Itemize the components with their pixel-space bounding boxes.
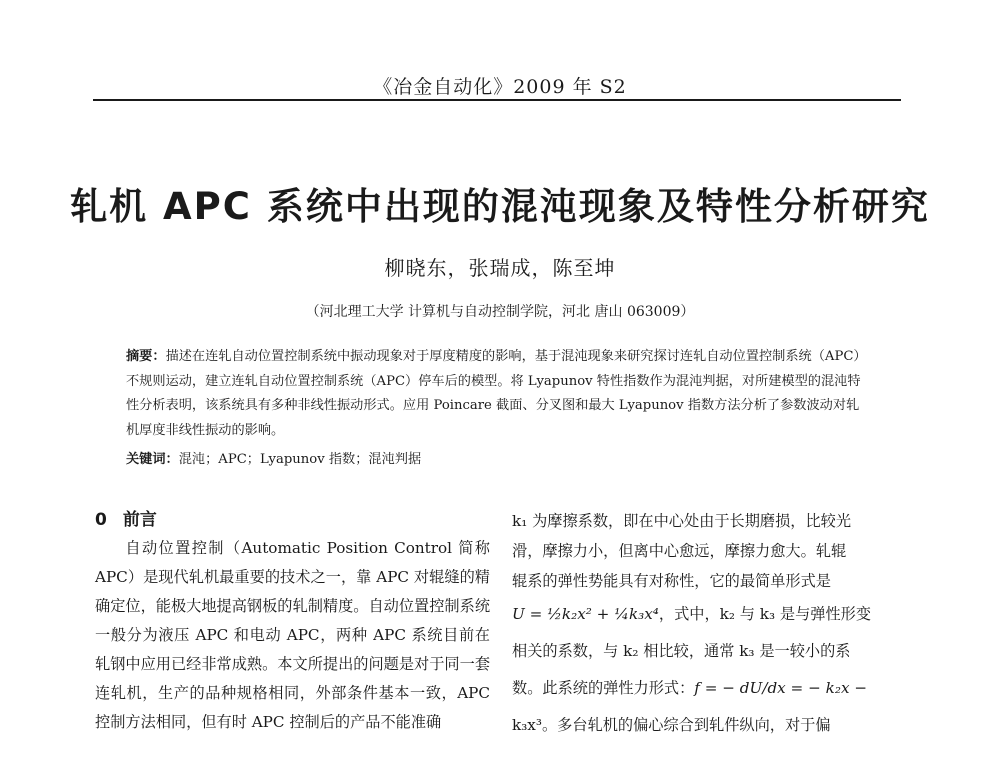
keywords-label: 关键词： <box>126 452 179 467</box>
section-title: 前言 <box>122 510 157 530</box>
journal-header: 《冶金自动化》2009 年 S2 <box>373 76 627 98</box>
text-segment: 数。此系统的弹性力形式： <box>512 679 695 697</box>
abstract-text: 描述在连轧自动位置控制系统中振动现象对于厚度精度的影响，基于混沌现象来研究探讨连轧自动位置控制系统（APC）不规则运动，建立连轧自动位置控制系统（APC）停车后的模型。将 Lyapunov 特性指数作为混沌判据，对所建模型的混沌特性分析表明，该系统具有多种非线性振动形式。应用 Poincare 截面、分叉图和最大 Lyapunov 指数方法分析了参数波动对轧机厚度非线性振动的影响。 <box>126 349 867 438</box>
text-line: 辊系的弹性势能具有对称性，它的最简单形式是 <box>512 572 831 590</box>
abstract <box>126 345 871 443</box>
abstract-label: 摘要： <box>126 349 166 364</box>
text-line: k₃x³。多台轧机的偏心综合到轧件纵向，对于偏 <box>512 716 831 734</box>
keywords <box>126 448 871 472</box>
intro-paragraph: 自动位置控制（Automatic Position Control 简称 APC）是现代轧机最重要的技术之一，靠 APC 对辊缝的精确定位，能极大地提高钢板的轧制精度。自动位置控制系统一般分为液压 APC 和电动 APC，两种 APC 系统目前在轧钢中应用已经非常成熟。本文所提出的问题是对于同一套连轧机，生产的品种规格相同，外部条件基本一致，APC 控制方法相同，但有时 APC 控制后的产品不能准确 <box>95 539 490 731</box>
text-line: 相关的系数，与 k₂ 相比较，通常 k₃ 是一较小的系 <box>512 642 851 660</box>
right-column <box>512 506 905 744</box>
text-segment: ，式中，k₂ 与 k₃ 是与弹性形变 <box>658 605 872 623</box>
left-column <box>95 506 490 737</box>
section-heading <box>95 506 490 534</box>
affiliation: （河北理工大学 计算机与自动控制学院，河北 唐山 063009） <box>305 304 695 320</box>
elastic-force-formula: f = − dU/dx = − k₂x − <box>694 679 868 697</box>
paper-title: 轧机 APC 系统中出现的混沌现象及特性分析研究 <box>70 185 930 228</box>
formula-line <box>512 596 905 633</box>
text-line: k₁ 为摩擦系数，即在中心处由于长期磨损，比较光 <box>512 512 852 530</box>
keywords-text: 混沌；APC；Lyapunov 指数；混沌判据 <box>178 452 422 467</box>
formula-line <box>512 670 905 707</box>
text-line: 滑，摩擦力小，但离中心愈远，摩擦力愈大。轧辊 <box>512 542 847 560</box>
header-rule <box>93 99 901 101</box>
potential-energy-formula: U = ½k₂x² + ¼k₃x⁴ <box>512 605 659 623</box>
section-number: 0 <box>95 510 107 530</box>
authors: 柳晓东，张瑞成，陈至坤 <box>384 256 616 280</box>
